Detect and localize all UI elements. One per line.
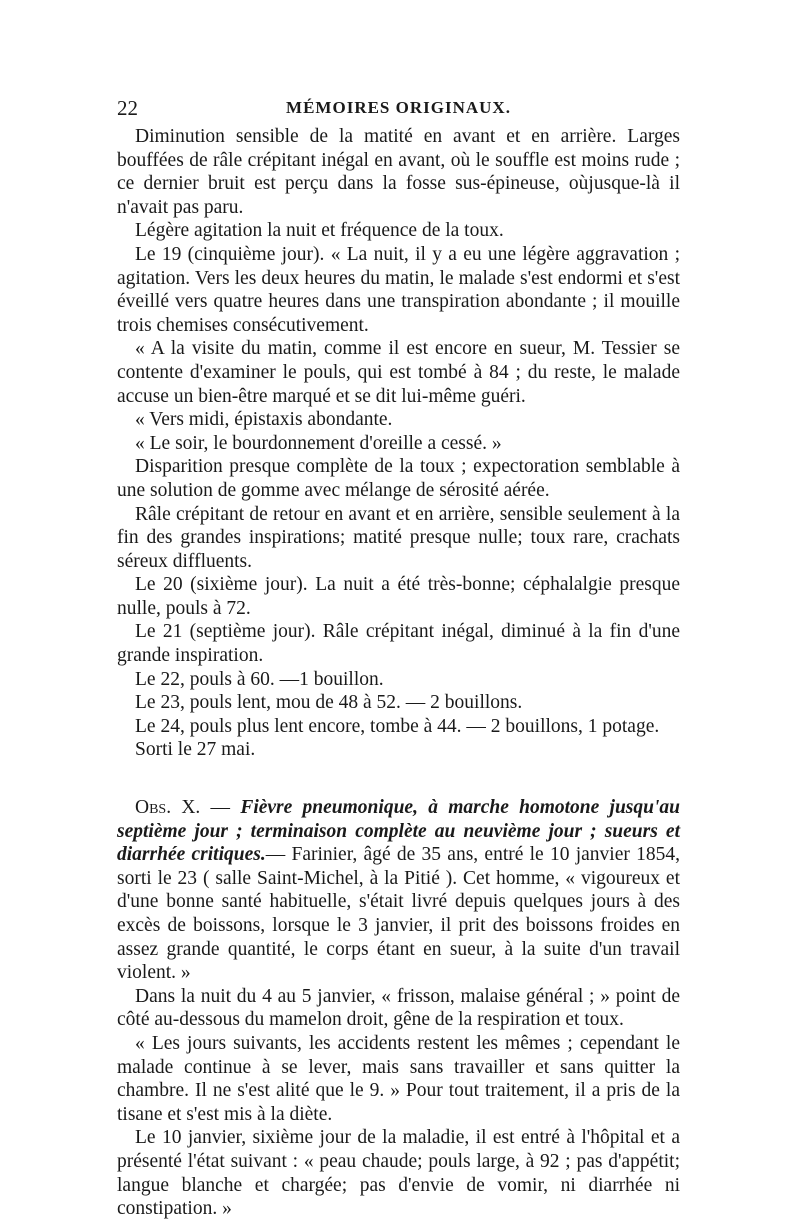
paragraph: Diminution sensible de la matité en avant et en arrière. Larges bouffées de râle crépitant inégal en avant, où le souffle est moins rude ; ce dernier bruit est perçu dans la fosse sus-épineuse, oùjusque-là il n'avait pas paru.	[117, 126, 680, 218]
paragraph: Disparition presque complète de la toux ; expectoration semblable à une solution de gomme avec mélange de sérosité aérée.	[117, 456, 680, 501]
observation-first-text: Farinier, âgé de 35 ans, entré le 10 janvier 1854, sorti le 23 ( salle Saint-Michel, à la Pitié ). Cet homme, « vigoureux et d'une bonne santé habituelle, s'était livré depuis quelques jours à des excès de boissons, lorsque le 3 janvier, il prit des boissons froides en assez grande quantité, le corps étant en sueur, à la suite d'un travail violent. »	[117, 844, 680, 984]
observation-title: Fièvre pneumonique, à marche homotone jusqu'au septième jour ; terminaison complète au neuvième jour ; sueurs et diarrhée critiques.	[117, 797, 681, 866]
paragraph: Le 21 (septième jour). Râle crépitant inégal, diminué à la fin d'une grande inspiration.	[117, 621, 680, 667]
observation-label: Obs. X.	[135, 797, 201, 819]
observation-dash: —	[200, 797, 241, 819]
paragraph: « A la visite du matin, comme il est encore en sueur, M. Tessier se contente d'examiner le pouls, qui est tombé à 84 ; du reste, le malade accuse un bien-être marqué et se dit lui-même guéri.	[117, 338, 680, 407]
paragraph: « Les jours suivants, les accidents restent les mêmes ; cependant le malade continue à se lever, mais sans travailler et sans quitter la chambre. Il ne s'est alité que le 9. » Pour tout traitement, il a pris de la tisane et s'est mis à la diète.	[117, 1032, 680, 1125]
paragraph: Râle crépitant de retour en avant et en arrière, sensible seulement à la fin des grandes inspirations; matité presque nulle; toux rare, crachats séreux diffluents.	[117, 503, 680, 572]
section-gap	[117, 762, 680, 796]
paragraph: Légère agitation la nuit et fréquence de la toux.	[135, 220, 504, 242]
running-head: MÉMOIRES ORIGINAUX.	[286, 98, 511, 117]
paragraph: Sorti le 27 mai.	[135, 739, 256, 761]
page-header	[117, 96, 680, 122]
paragraph: Le 19 (cinquième jour). « La nuit, il y a eu une légère aggravation ; agitation. Vers les deux heures du matin, le malade s'est endormi et s'est éveillé vers quatre heures dans une transpiration abondante ; il mouille trois chemises consécutivement.	[117, 243, 680, 336]
paragraph: « Vers midi, épistaxis abondante.	[135, 409, 393, 431]
paragraph: Le 23, pouls lent, mou de 48 à 52. — 2 bouillons.	[135, 692, 523, 714]
paragraph: Dans la nuit du 4 au 5 janvier, « frisson, malaise général ; » point de côté au-dessous du mamelon droit, gêne de la respiration et toux.	[117, 985, 680, 1031]
paragraph: Le 24, pouls plus lent encore, tombe à 44. — 2 bouillons, 1 potage.	[135, 715, 660, 737]
paragraph: Le 22, pouls à 60. —1 bouillon.	[135, 668, 384, 690]
paragraph: « Le soir, le bourdonnement d'oreille a cessé. »	[135, 432, 502, 454]
body-text	[117, 125, 680, 1221]
page-number: 22	[117, 96, 138, 120]
paragraph: Le 10 janvier, sixième jour de la maladie, il est entré à l'hôpital et a présenté l'état suivant : « peau chaude; pouls large, à 92 ; pas d'appétit; langue blanche et chargée; pas d'envie de vomir, ni diarrhée ni constipation. »	[117, 1127, 680, 1220]
paragraph: Le 20 (sixième jour). La nuit a été très-bonne; céphalalgie presque nulle, pouls à 72.	[117, 574, 680, 619]
observation-heading	[117, 796, 680, 985]
observation-title-dash: —	[265, 844, 286, 866]
